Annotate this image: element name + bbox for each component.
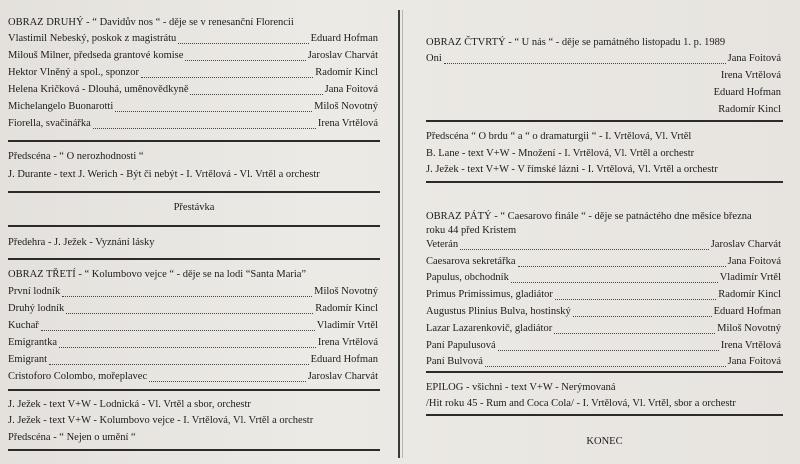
actor-name: Irena Vrtělová [720,70,781,81]
role-name: Veterán [426,239,459,250]
actor-name: Miloš Novotný [314,101,378,112]
scene5-title-cont: roku 44 před Kristem [426,225,517,236]
actor-name: Irena Vrtělová [317,337,378,348]
cast-row [426,305,781,318]
section-divider [426,181,783,183]
cast-row [426,238,781,251]
role-name: Hektor Vlněný a spol., sponzor [8,67,140,78]
song-line: J. Ježek - text V+W - V římské lázni - I. Vrtělová, Vl. Vrtěl a orchestr [426,164,718,175]
epilog-line: /Hit roku 45 - Rum and Coca Cola/ - I. Vrtělová, Vl. Vrtěl, sbor a orchestr [426,398,736,409]
role-name: Cristoforo Colombo, mořeplavec [8,371,148,382]
page-fold-shadow [402,10,403,458]
actor-name: Radomír Kincl [315,67,378,78]
actor-name: Radomír Kincl [718,289,781,300]
role-name: První lodník [8,286,61,297]
actor-name: Jaroslav Charvát [710,239,781,250]
cast-row [8,285,378,298]
cast-row [8,117,378,130]
section-divider [8,258,380,260]
actor-name: Irena Vrtělová [317,118,378,129]
end-label: KONEC [586,436,623,447]
cast-row [426,271,781,284]
actor-name: Radomír Kincl [315,303,378,314]
cast-row [8,100,378,113]
cast-row [426,52,781,65]
epilog-line: EPILOG - všichni - text V+W - Nerýmovaná [426,382,616,393]
role-name: Emigrantka [8,337,57,348]
role-name: Emigrant [8,354,48,365]
role-name: Oni [426,53,442,64]
cast-row [8,302,378,315]
role-name: Druhý lodník [8,303,65,314]
cast-row [426,355,781,368]
cast-row [8,370,378,383]
cast-row [8,83,378,96]
role-name: Fiorella, svačinářka [8,118,91,129]
section-divider [8,449,380,451]
section-divider [426,371,783,373]
role-name: Lazar Lazarenkovič, gladiátor [426,323,553,334]
actor-name: Jaroslav Charvát [307,50,378,61]
role-name: Augustus Plinius Bulva, hostinský [426,306,571,317]
actor-name: Eduard Hofman [310,33,378,44]
cast-row [8,353,378,366]
section-divider [8,225,380,227]
role-name: Paní Bulvová [426,356,483,367]
actor-name: Eduard Hofman [713,306,781,317]
cast-row [8,66,378,79]
predscena-title: Předscéna - “ Nejen o umění “ [8,432,136,443]
cast-row [8,319,378,332]
role-name: Primus Primissimus, gladiátor [426,289,553,300]
scene4-title: OBRAZ ČTVRTÝ - “ U nás “ - děje se památného listopadu 1. p. 1989 [426,37,726,48]
actor-name: Radomír Kincl [718,104,781,115]
actor-name: Eduard Hofman [310,354,378,365]
role-name: Michelangelo Buonarotti [8,101,114,112]
actor-name: Eduard Hofman [713,87,781,98]
cast-row [426,288,781,301]
actor-name: Irena Vrtělová [720,340,781,351]
role-name: Paní Papulusová [426,340,496,351]
actor-name: Jana Foitová [727,256,781,267]
actor-name: Jana Foitová [727,356,781,367]
role-name: Papulus, obchodník [426,272,509,283]
scene2-title: OBRAZ DRUHÝ - “ Davidův nos “ - děje se v renesanční Florencii [8,17,294,28]
actor-name: Jaroslav Charvát [307,371,378,382]
overture-line: Předehra - J. Ježek - Vyznání lásky [8,237,155,248]
song-line: J. Ježek - text V+W - Lodnická - Vl. Vrtěl a sbor, orchestr [8,399,251,410]
section-divider [8,140,380,142]
predscena-title: Předscéna - “ O nerozhodnosti “ [8,151,144,162]
role-name: Caesarova sekretářka [426,256,516,267]
song-line: B. Lane - text V+W - Množení - I. Vrtělová, Vl. Vrtěl a orchestr [426,148,695,159]
cast-row [426,255,781,268]
actor-name: Miloš Novotný [717,323,781,334]
actor-name: Vladimír Vrtěl [719,272,781,283]
scene5-title: OBRAZ PÁTÝ - “ Caesarovo finále “ - děje se patnáctého dne měsíce března [426,211,752,222]
role-name: Vlastimil Nebeský, poskok z magistrátu [8,33,177,44]
role-name: Kuchař [8,320,39,331]
song-line: J. Ježek - text V+W - Kolumbovo vejce - I. Vrtělová, Vl. Vrtěl a orchestr [8,415,314,426]
cast-row [8,32,378,45]
actor-name: Jana Foitová [324,84,378,95]
role-name: Milouš Milner, předseda grantové komise [8,50,184,61]
intermission-label: Přestávka [173,202,215,213]
section-divider [426,414,783,416]
scene3-title: OBRAZ TŘETÍ - “ Kolumbovo vejce “ - děje se na lodi “Santa Maria” [8,269,307,280]
cast-row [8,49,378,62]
page-fold-line [398,10,400,458]
role-name: Helena Kričková - Dlouhá, uměnovědkyně [8,84,189,95]
cast-row [426,339,781,352]
predscena-title: Předscéna “ O brdu “ a “ o dramaturgii “ - I. Vrtělová, Vl. Vrtěl [426,131,692,142]
actor-name: Vladimír Vrtěl [316,320,378,331]
section-divider [8,191,380,193]
actor-name: Jana Foitová [727,53,781,64]
cast-row [426,322,781,335]
actor-name: Miloš Novotný [314,286,378,297]
cast-row [8,336,378,349]
song-line: J. Durante - text J. Werich - Být či nebýt - I. Vrtělová - Vl. Vrtěl a orchestr [8,169,320,180]
section-divider [8,389,380,391]
section-divider [426,120,783,122]
